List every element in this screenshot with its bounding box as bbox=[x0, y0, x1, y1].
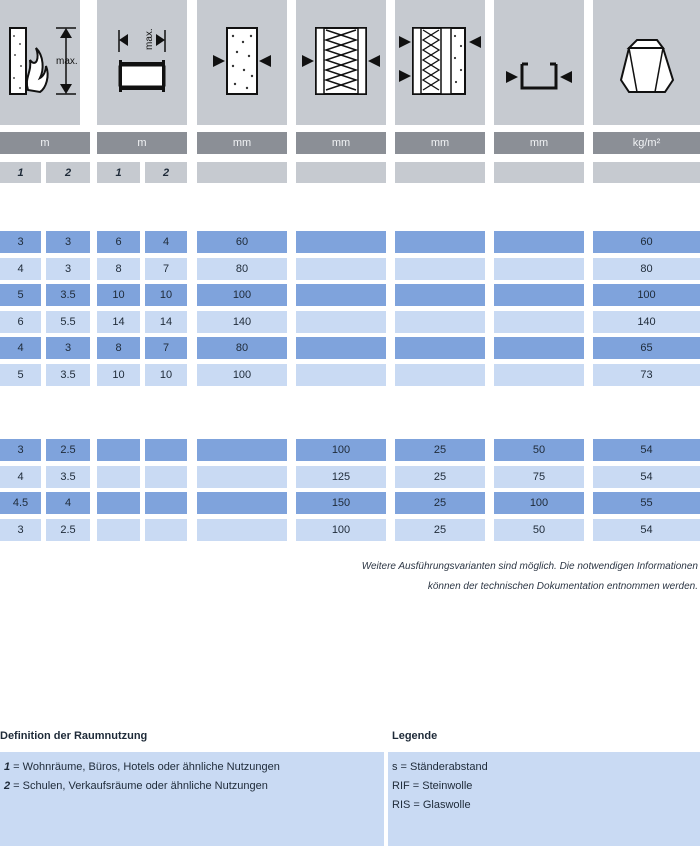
cell-profile bbox=[494, 231, 584, 253]
cell-height-usage-2: 3.5 bbox=[46, 284, 90, 306]
cell-insulation-layer bbox=[395, 311, 485, 333]
cell-span-usage-2 bbox=[145, 519, 187, 541]
cell-height-usage-2: 3.5 bbox=[46, 466, 90, 488]
cell-weight: 60 bbox=[593, 231, 700, 253]
cell-profile bbox=[494, 364, 584, 386]
index-empty bbox=[395, 162, 485, 183]
cell-wall-thickness: 80 bbox=[197, 337, 287, 359]
legend-item: RIS = Glaswolle bbox=[392, 799, 471, 811]
index-empty bbox=[197, 162, 287, 183]
cell-height-usage-2: 3.5 bbox=[46, 364, 90, 386]
cell-height-usage-2: 4 bbox=[46, 492, 90, 514]
cell-height-usage-1: 3 bbox=[0, 519, 41, 541]
cell-profile bbox=[494, 258, 584, 280]
cell-span-usage-1: 14 bbox=[97, 311, 140, 333]
cell-height-usage-1: 5 bbox=[0, 364, 41, 386]
cell-weight: 65 bbox=[593, 337, 700, 359]
cell-weight: 54 bbox=[593, 466, 700, 488]
index-empty bbox=[494, 162, 584, 183]
max-label: max. bbox=[56, 56, 78, 67]
cell-span-usage-1: 8 bbox=[97, 258, 140, 280]
header-icon-cell-6 bbox=[494, 0, 584, 125]
unit-insulation-layer: mm bbox=[395, 132, 485, 154]
header-icon-cell-3 bbox=[197, 0, 287, 125]
wall-height-fire-icon bbox=[0, 0, 80, 125]
cell-insulation-layer: 25 bbox=[395, 519, 485, 541]
cell-span-usage-1 bbox=[97, 492, 140, 514]
index-usage-2: 2 bbox=[46, 162, 90, 183]
index-usage-1: 1 bbox=[97, 162, 140, 183]
cell-span-usage-2: 7 bbox=[145, 337, 187, 359]
insulated-wall-thickness-icon bbox=[296, 0, 386, 125]
cell-insulated-thickness bbox=[296, 284, 386, 306]
cell-profile bbox=[494, 284, 584, 306]
cell-weight: 100 bbox=[593, 284, 700, 306]
cell-height-usage-2: 3 bbox=[46, 231, 90, 253]
footnote-line-1: Weitere Ausführungsvarianten sind möglich. Die notwendigen Informationen bbox=[361, 561, 698, 572]
cell-span-usage-1 bbox=[97, 466, 140, 488]
unit-profile: mm bbox=[494, 132, 584, 154]
cell-insulation-layer bbox=[395, 337, 485, 359]
cell-span-usage-2: 14 bbox=[145, 311, 187, 333]
definition-box bbox=[0, 752, 384, 846]
cell-span-usage-2: 10 bbox=[145, 284, 187, 306]
weight-block-icon bbox=[593, 0, 700, 125]
cell-weight: 140 bbox=[593, 311, 700, 333]
header-icon-cell-7 bbox=[593, 0, 700, 125]
index-empty bbox=[296, 162, 386, 183]
cell-insulation-layer: 25 bbox=[395, 439, 485, 461]
definition-item: 1 = Wohnräume, Büros, Hotels oder ähnliche Nutzungen bbox=[4, 761, 280, 773]
cell-span-usage-1: 8 bbox=[97, 337, 140, 359]
cell-height-usage-1: 4 bbox=[0, 258, 41, 280]
cell-height-usage-2: 2.5 bbox=[46, 519, 90, 541]
cell-wall-thickness bbox=[197, 466, 287, 488]
cell-span-usage-2: 7 bbox=[145, 258, 187, 280]
cell-wall-thickness bbox=[197, 519, 287, 541]
cell-insulated-thickness bbox=[296, 258, 386, 280]
definition-title: Definition der Raumnutzung bbox=[0, 730, 148, 742]
cell-height-usage-2: 3 bbox=[46, 258, 90, 280]
cell-wall-thickness: 80 bbox=[197, 258, 287, 280]
unit-weight: kg/m² bbox=[593, 132, 700, 154]
cell-profile bbox=[494, 311, 584, 333]
cell-profile: 100 bbox=[494, 492, 584, 514]
cell-insulated-thickness: 150 bbox=[296, 492, 386, 514]
footnote-line-2: können der technischen Dokumentation entnommen werden. bbox=[427, 581, 698, 592]
cell-span-usage-2: 4 bbox=[145, 231, 187, 253]
cell-span-usage-1: 10 bbox=[97, 284, 140, 306]
unit-insulated-thickness: mm bbox=[296, 132, 386, 154]
legend-box bbox=[388, 752, 700, 846]
cell-height-usage-1: 3 bbox=[0, 439, 41, 461]
cell-wall-thickness: 100 bbox=[197, 284, 287, 306]
cell-profile: 50 bbox=[494, 519, 584, 541]
cell-wall-thickness: 100 bbox=[197, 364, 287, 386]
definition-item: 2 = Schulen, Verkaufsräume oder ähnliche Nutzungen bbox=[4, 780, 268, 792]
span-width-icon bbox=[97, 0, 187, 125]
cell-insulated-thickness: 125 bbox=[296, 466, 386, 488]
max-label: max. bbox=[144, 28, 155, 50]
cell-insulated-thickness bbox=[296, 311, 386, 333]
cell-span-usage-2 bbox=[145, 466, 187, 488]
cell-insulation-layer bbox=[395, 231, 485, 253]
cell-insulation-layer: 25 bbox=[395, 466, 485, 488]
cell-wall-thickness bbox=[197, 439, 287, 461]
profile-channel-icon bbox=[494, 0, 584, 125]
footnote bbox=[200, 557, 698, 599]
cell-height-usage-2: 3 bbox=[46, 337, 90, 359]
cell-weight: 54 bbox=[593, 439, 700, 461]
cell-height-usage-2: 2.5 bbox=[46, 439, 90, 461]
legend-title: Legende bbox=[392, 730, 438, 742]
index-usage-2: 2 bbox=[145, 162, 187, 183]
cell-wall-thickness: 140 bbox=[197, 311, 287, 333]
index-empty bbox=[593, 162, 700, 183]
index-usage-1: 1 bbox=[0, 162, 41, 183]
cell-span-usage-2 bbox=[145, 439, 187, 461]
insulation-layer-icon bbox=[395, 0, 485, 125]
cell-height-usage-1: 3 bbox=[0, 231, 41, 253]
cell-height-usage-1: 6 bbox=[0, 311, 41, 333]
cell-weight: 73 bbox=[593, 364, 700, 386]
cell-height-usage-2: 5.5 bbox=[46, 311, 90, 333]
header-icon-cell-5 bbox=[395, 0, 485, 125]
cell-span-usage-1: 10 bbox=[97, 364, 140, 386]
unit-wall-thickness: mm bbox=[197, 132, 287, 154]
cell-span-usage-1 bbox=[97, 519, 140, 541]
cell-insulation-layer bbox=[395, 284, 485, 306]
cell-profile: 50 bbox=[494, 439, 584, 461]
cell-insulation-layer: 25 bbox=[395, 492, 485, 514]
cell-span-usage-2: 10 bbox=[145, 364, 187, 386]
header-icon-cell-2 bbox=[97, 0, 187, 125]
unit-height: m bbox=[0, 132, 90, 154]
cell-height-usage-1: 4.5 bbox=[0, 492, 41, 514]
cell-weight: 80 bbox=[593, 258, 700, 280]
cell-span-usage-1 bbox=[97, 439, 140, 461]
unit-span: m bbox=[97, 132, 187, 154]
cell-weight: 55 bbox=[593, 492, 700, 514]
cell-insulated-thickness bbox=[296, 364, 386, 386]
cell-insulation-layer bbox=[395, 258, 485, 280]
cell-wall-thickness: 60 bbox=[197, 231, 287, 253]
wall-thickness-icon bbox=[197, 0, 287, 125]
cell-height-usage-1: 4 bbox=[0, 466, 41, 488]
cell-profile bbox=[494, 337, 584, 359]
cell-insulated-thickness: 100 bbox=[296, 519, 386, 541]
legend-item: s = Ständerabstand bbox=[392, 761, 488, 773]
cell-span-usage-2 bbox=[145, 492, 187, 514]
cell-wall-thickness bbox=[197, 492, 287, 514]
header-icon-cell-4 bbox=[296, 0, 386, 125]
cell-insulated-thickness: 100 bbox=[296, 439, 386, 461]
cell-span-usage-1: 6 bbox=[97, 231, 140, 253]
cell-insulation-layer bbox=[395, 364, 485, 386]
cell-profile: 75 bbox=[494, 466, 584, 488]
cell-insulated-thickness bbox=[296, 337, 386, 359]
cell-insulated-thickness bbox=[296, 231, 386, 253]
cell-height-usage-1: 5 bbox=[0, 284, 41, 306]
cell-height-usage-1: 4 bbox=[0, 337, 41, 359]
legend-item: RIF = Steinwolle bbox=[392, 780, 473, 792]
header-icon-cell-1 bbox=[0, 0, 80, 125]
cell-weight: 54 bbox=[593, 519, 700, 541]
